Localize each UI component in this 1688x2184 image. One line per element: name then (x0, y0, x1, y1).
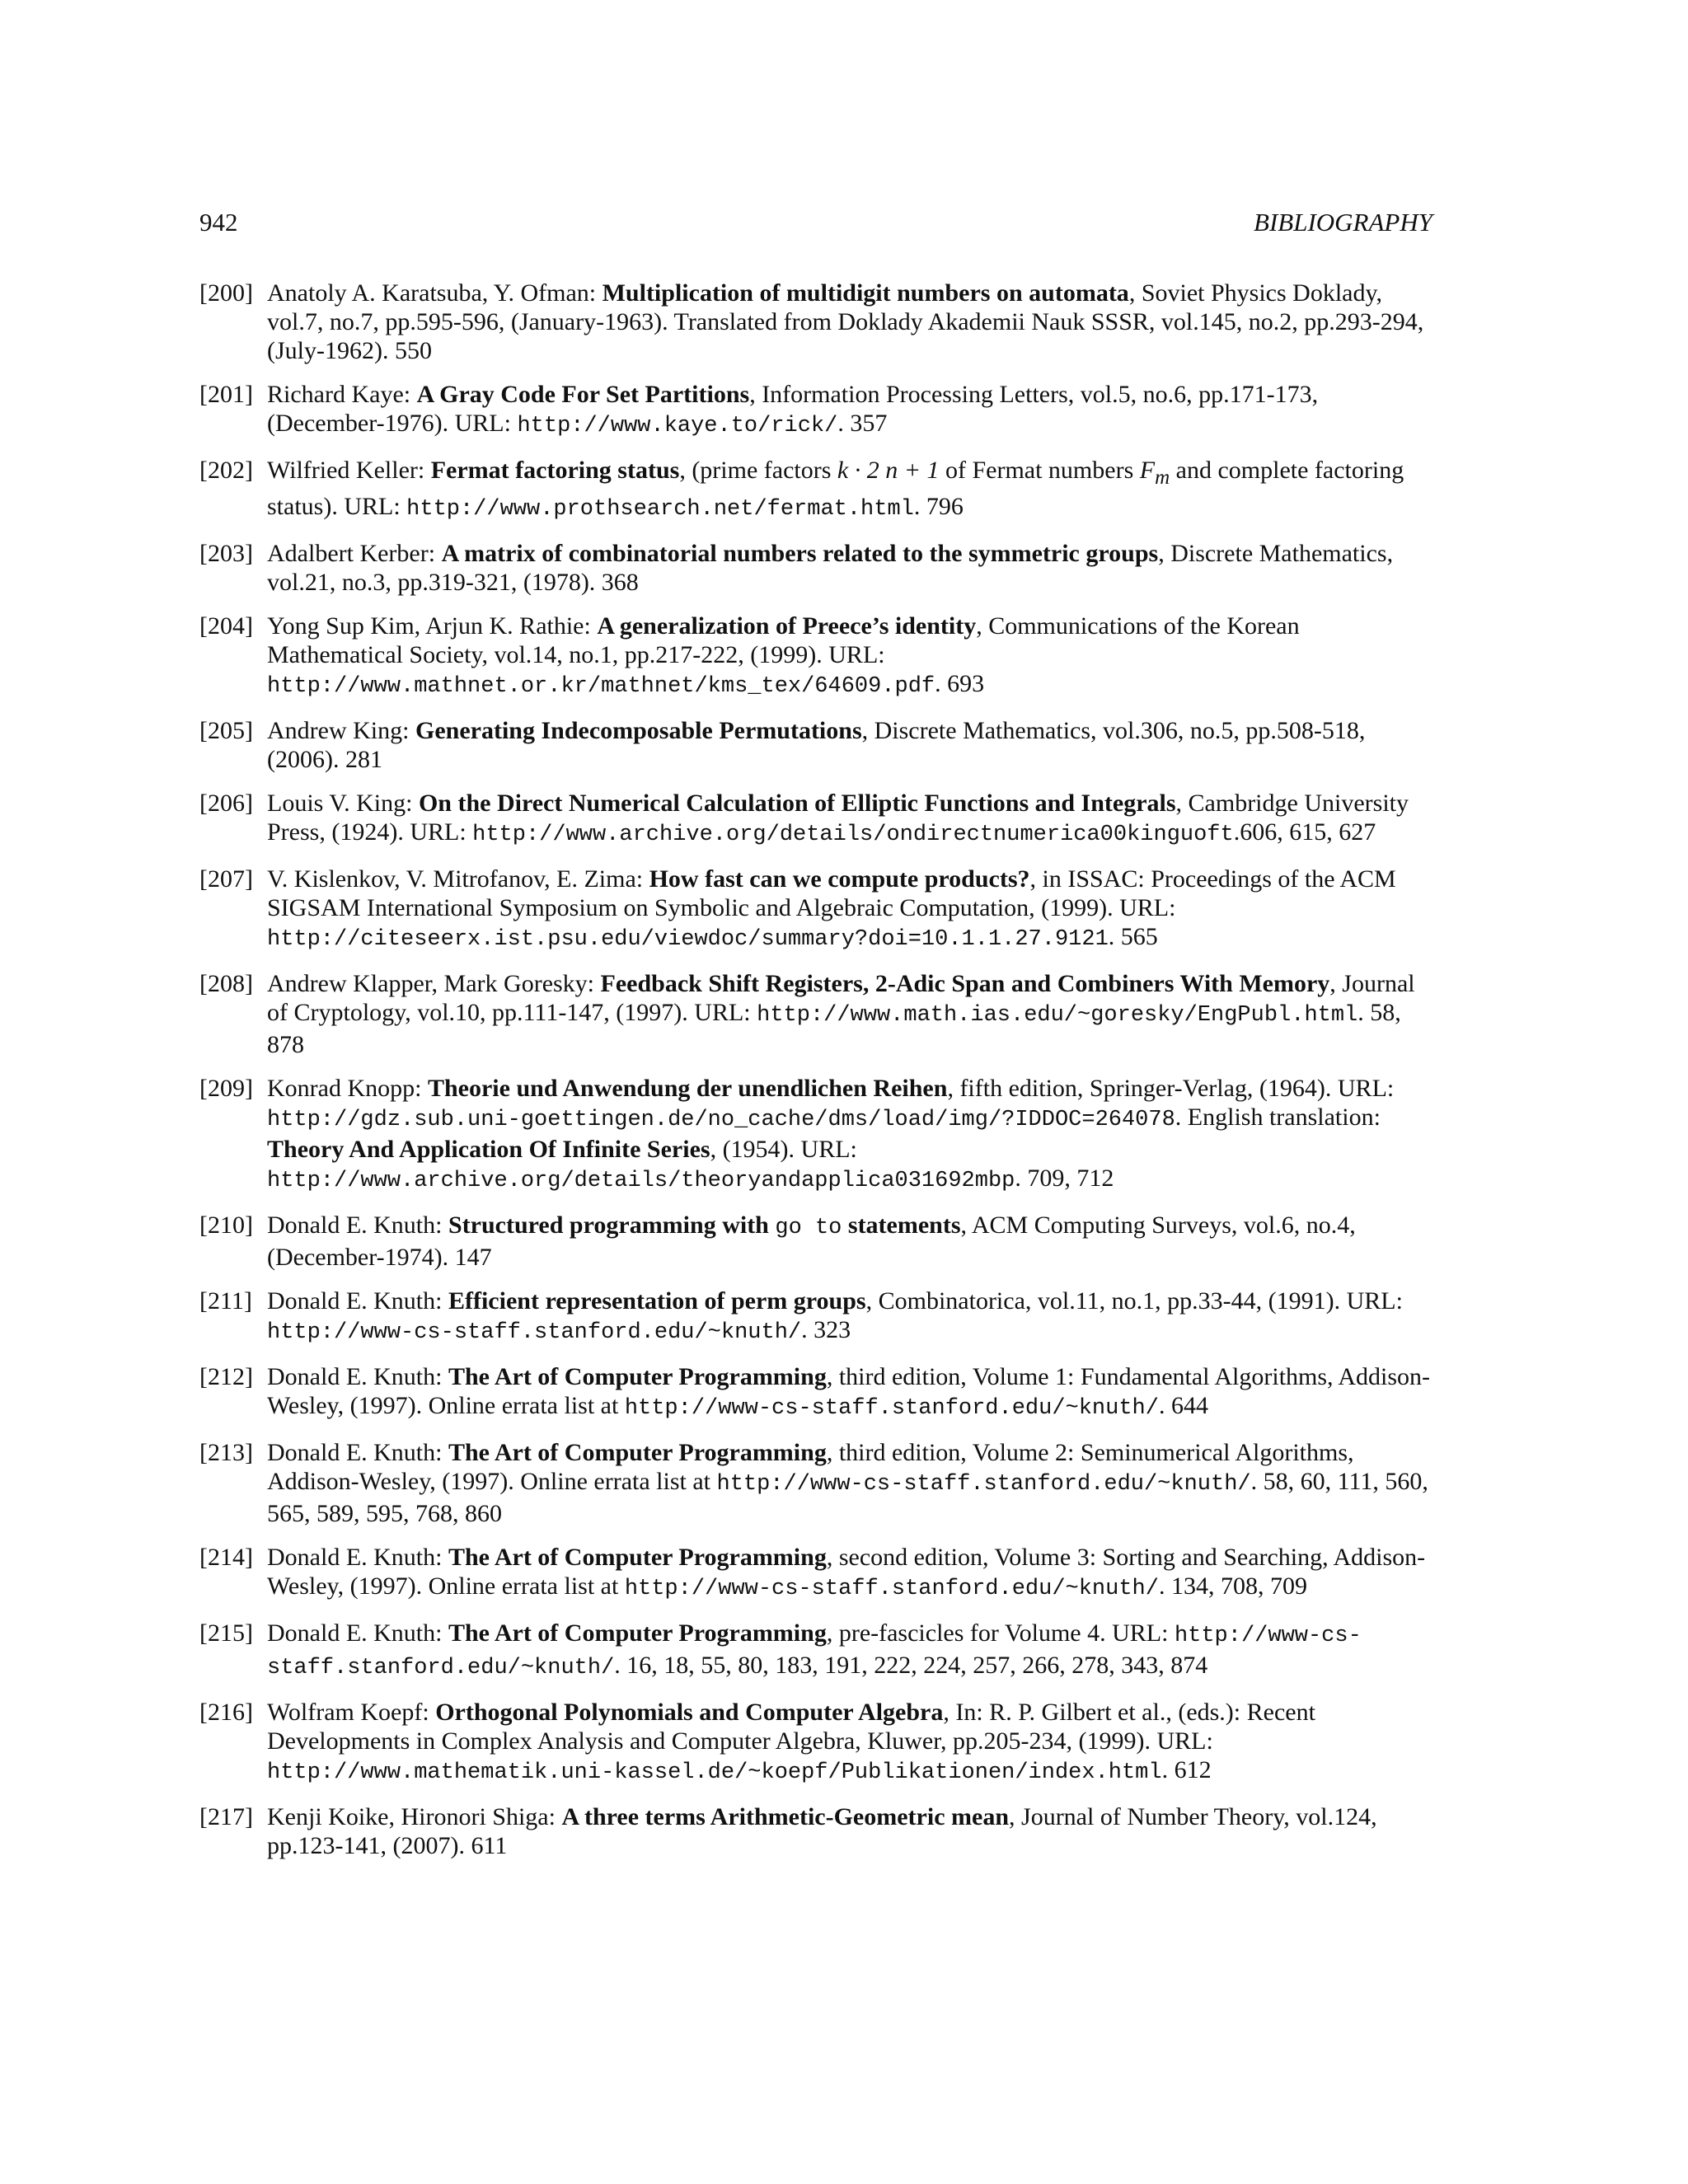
bibliography-entry (199, 1286, 1436, 1347)
entry-text (267, 1362, 1436, 1423)
bibliography-entry (199, 1074, 1436, 1196)
entry-text-segment: , Discrete Mathematics, vol.21, no.3, pp.319-321, (1978). 368 (267, 540, 1394, 596)
entry-text-segment: , pre-fascicles for Volume 4. URL: (826, 1619, 1175, 1647)
entry-title: A Gray Code For Set Partitions (416, 381, 750, 408)
entry-title: Efficient representation of perm groups (448, 1287, 866, 1315)
entry-key: [210] (199, 1212, 253, 1239)
entry-text (267, 380, 1436, 441)
entry-text (267, 1211, 1436, 1272)
entry-url: http://citeseerx.ist.psu.edu/viewdoc/summary?doi=10.1.1.27.9121 (267, 927, 1109, 952)
entry-key: [203] (199, 540, 253, 567)
bibliography-entry (199, 612, 1436, 701)
bibliography-entry (199, 1543, 1436, 1604)
bibliography-entry (199, 380, 1436, 441)
entry-url: http://www-cs-staff.stanford.edu/~knuth/ (624, 1577, 1159, 1601)
bibliography-entry (199, 279, 1436, 365)
entry-title: Structured programming with (448, 1212, 776, 1239)
entry-key: [202] (199, 457, 253, 484)
entry-text (267, 1619, 1436, 1683)
entry-title: The Art of Computer Programming (448, 1439, 827, 1466)
math-expression: k · 2 n + 1 (837, 457, 940, 484)
entry-text-segment: Yong Sup Kim, Arjun K. Rathie: (267, 612, 598, 640)
entry-title: How fast can we compute products? (649, 865, 1030, 893)
entry-text (267, 969, 1436, 1059)
bibliography-entry (199, 1698, 1436, 1788)
entry-text-segment: Richard Kaye: (267, 381, 417, 408)
entry-url: http://www.kaye.to/rick/ (517, 414, 838, 438)
entry-text (267, 1698, 1436, 1788)
entry-text-segment: . 709, 712 (1015, 1165, 1114, 1192)
entry-text-segment: . 796 (913, 493, 964, 520)
bibliography-entry (199, 969, 1436, 1059)
entry-text (267, 612, 1436, 701)
entry-text-segment: . 134, 708, 709 (1158, 1572, 1307, 1600)
entry-url: http://www-cs-staff.stanford.edu/~knuth/ (716, 1472, 1251, 1497)
bibliography-entry (199, 789, 1436, 850)
entry-url: http://www.mathematik.uni-kassel.de/~koepf/Publikationen/index.html (267, 1760, 1162, 1785)
entry-title: A matrix of combinatorial numbers related to the symmetric groups (441, 540, 1159, 567)
bibliography-entry (199, 1438, 1436, 1528)
entry-text-segment: , Discrete Mathematics, vol.306, no.5, pp.508-518, (2006). 281 (267, 717, 1366, 773)
entry-text-segment: Donald E. Knuth: (267, 1212, 448, 1239)
entry-key: [214] (199, 1544, 253, 1571)
entry-text-segment: , Communications of the Korean Mathematical Society, vol.14, no.1, pp.217-222, (1999). URL: (267, 612, 1300, 668)
entry-text (267, 789, 1436, 850)
entry-key: [215] (199, 1619, 253, 1647)
entry-url: http://www.archive.org/details/theoryandapplica031692mbp (267, 1169, 1015, 1193)
entry-key: [207] (199, 865, 253, 893)
entry-url: http://www-cs-staff.stanford.edu/~knuth/ (267, 1320, 802, 1345)
entry-title: The Art of Computer Programming (448, 1619, 827, 1647)
entry-text-segment: Louis V. King: (267, 790, 419, 817)
entry-text-segment: , Combinatorica, vol.11, no.1, pp.33-44, (1991). URL: (865, 1287, 1403, 1315)
entry-text-segment: , (1954). URL: (710, 1136, 857, 1163)
entry-text-segment: and complete factoring status). URL: (267, 457, 1404, 520)
math-expression: F (1139, 457, 1156, 484)
entry-key: [205] (199, 717, 253, 744)
entry-key: [206] (199, 790, 253, 817)
entry-url: http://www.prothsearch.net/fermat.html (406, 497, 914, 522)
bibliography-entry (199, 1802, 1436, 1860)
entry-title: A three terms Arithmetic-Geometric mean (561, 1803, 1010, 1830)
bibliography-entry (199, 456, 1436, 524)
entry-url: go to (775, 1216, 842, 1240)
entry-text (267, 1802, 1436, 1860)
entry-text-segment: Wilfried Keller: (267, 457, 431, 484)
bibliography-entry (199, 1211, 1436, 1272)
entry-text-segment: , in ISSAC: Proceedings of the ACM SIGSAM International Symposium on Symbolic and Algebraic Computation, (1999). URL: (267, 865, 1396, 921)
entry-text (267, 1543, 1436, 1604)
entry-text-segment: , third edition, Volume 1: Fundamental Algorithms, Addison-Wesley, (1997). Online errata list at (267, 1363, 1431, 1419)
entry-text-segment: . English translation: (1175, 1104, 1381, 1131)
entry-text-segment: . 693 (935, 670, 985, 697)
entry-text-segment: Donald E. Knuth: (267, 1363, 448, 1390)
entry-text (267, 1286, 1436, 1347)
entry-text-segment: V. Kislenkov, V. Mitrofanov, E. Zima: (267, 865, 649, 893)
entry-text (267, 456, 1436, 524)
entry-title: Multiplication of multidigit numbers on automata (602, 279, 1129, 307)
bibliography-list (199, 279, 1436, 1875)
entry-text-segment: Andrew King: (267, 717, 415, 744)
entry-text-segment: , Cambridge University Press, (1924). URL: (267, 790, 1409, 846)
entry-text-segment: Wolfram Koepf: (267, 1699, 436, 1726)
entry-title: Generating Indecomposable Permutations (415, 717, 862, 744)
entry-text (267, 279, 1436, 365)
bibliography-entry (199, 716, 1436, 774)
bibliography-entry (199, 539, 1436, 597)
entry-url: http://www.mathnet.or.kr/mathnet/kms_tex/64609.pdf (267, 674, 935, 699)
entry-key: [209] (199, 1075, 253, 1102)
entry-text-segment: . 612 (1161, 1756, 1212, 1783)
entry-title: Theory And Application Of Infinite Series (267, 1136, 710, 1163)
entry-key: [211] (199, 1287, 252, 1315)
entry-text-segment: . 357 (837, 410, 888, 437)
entry-text-segment: . 644 (1158, 1392, 1208, 1419)
entry-url: http://www.math.ias.edu/~goresky/EngPubl.html (757, 1003, 1358, 1028)
entry-text-segment: , fifth edition, Springer-Verlag, (1964). URL: (947, 1075, 1395, 1102)
entry-text-segment: . 58, 878 (267, 999, 1401, 1058)
entry-text-segment: , In: R. P. Gilbert et al., (eds.): Recent Developments in Complex Analysis and Computer Algebra, Kluwer, pp.205-234, (1999). URL: (267, 1699, 1315, 1755)
entry-key: [216] (199, 1699, 253, 1726)
entry-title: The Art of Computer Programming (448, 1363, 827, 1390)
page-number: 942 (199, 208, 238, 237)
entry-text-segment: Konrad Knopp: (267, 1075, 428, 1102)
entry-text-segment: . 58, 60, 111, 560, 565, 589, 595, 768, 860 (267, 1468, 1428, 1527)
entry-title: The Art of Computer Programming (448, 1544, 827, 1571)
entry-key: [217] (199, 1803, 253, 1830)
entry-url: http://www-cs-staff.stanford.edu/~knuth/ (624, 1396, 1159, 1421)
entry-title: statements (842, 1212, 961, 1239)
entry-text-segment: . 16, 18, 55, 80, 183, 191, 222, 224, 257, 266, 278, 343, 874 (614, 1652, 1208, 1679)
entry-text-segment: Donald E. Knuth: (267, 1439, 448, 1466)
entry-text (267, 539, 1436, 597)
entry-text-segment: , ACM Computing Surveys, vol.6, no.4, (December-1974). 147 (267, 1212, 1356, 1271)
entry-title: Feedback Shift Registers, 2-Adic Span and Combiners With Memory (600, 970, 1330, 997)
entry-url: http://www.archive.org/details/ondirectnumerica00kinguoft (472, 823, 1234, 847)
entry-title: A generalization of Preece’s identity (597, 612, 977, 640)
entry-text-segment: of Fermat numbers (939, 457, 1140, 484)
entry-text-segment: Kenji Koike, Hironori Shiga: (267, 1803, 562, 1830)
entry-text-segment: , Journal of Cryptology, vol.10, pp.111-147, (1997). URL: (267, 970, 1415, 1026)
entry-text (267, 865, 1436, 954)
entry-text-segment: Adalbert Kerber: (267, 540, 442, 567)
entry-text (267, 1438, 1436, 1528)
entry-text-segment: Andrew Klapper, Mark Goresky: (267, 970, 601, 997)
entry-text-segment: Donald E. Knuth: (267, 1544, 448, 1571)
bibliography-entry (199, 1362, 1436, 1423)
entry-text-segment: , third edition, Volume 2: Seminumerical Algorithms, Addison-Wesley, (1997). Online errata list at (267, 1439, 1354, 1495)
entry-url: http://www-cs-staff.stanford.edu/~knuth/ (267, 1624, 1362, 1680)
entry-text (267, 1074, 1436, 1196)
entry-key: [204] (199, 612, 253, 640)
entry-key: [213] (199, 1439, 253, 1466)
math-subscript: m (1155, 466, 1170, 489)
entry-title: Theorie und Anwendung der unendlichen Reihen (427, 1075, 948, 1102)
entry-key: [201] (199, 381, 253, 408)
running-head: BIBLIOGRAPHY (1254, 208, 1432, 237)
entry-key: [200] (199, 279, 253, 307)
entry-text-segment: , second edition, Volume 3: Sorting and Searching, Addison-Wesley, (1997). Online errata list at (267, 1544, 1426, 1600)
bibliography-entry (199, 1619, 1436, 1683)
entry-text-segment: , Soviet Physics Doklady, vol.7, no.7, pp.595-596, (January-1963). Translated from Doklady Akademii Nauk SSSR, vol.145, no.2, pp.293-294, (July-1962). 550 (267, 279, 1424, 364)
entry-text-segment: .606, 615, 627 (1233, 818, 1376, 846)
entry-key: [208] (199, 970, 253, 997)
bibliography-entry (199, 865, 1436, 954)
entry-url: http://gdz.sub.uni-goettingen.de/no_cache/dms/load/img/?IDDOC=264078 (267, 1108, 1175, 1132)
entry-title: Orthogonal Polynomials and Computer Algebra (435, 1699, 944, 1726)
entry-text-segment: Donald E. Knuth: (267, 1619, 448, 1647)
entry-text-segment: , (prime factors (679, 457, 837, 484)
entry-text-segment: , Information Processing Letters, vol.5, no.6, pp.171-173, (December-1976). URL: (267, 381, 1319, 437)
entry-key: [212] (199, 1363, 253, 1390)
entry-title: Fermat factoring status (430, 457, 680, 484)
entry-text-segment: . 323 (801, 1316, 851, 1343)
entry-text-segment: , Journal of Number Theory, vol.124, pp.123-141, (2007). 611 (267, 1803, 1377, 1859)
entry-text-segment: . 565 (1108, 923, 1158, 950)
entry-title: On the Direct Numerical Calculation of Elliptic Functions and Integrals (418, 790, 1176, 817)
page-header (199, 204, 1432, 241)
entry-text (267, 716, 1436, 774)
entry-text-segment: Donald E. Knuth: (267, 1287, 448, 1315)
entry-text-segment: Anatoly A. Karatsuba, Y. Ofman: (267, 279, 603, 307)
